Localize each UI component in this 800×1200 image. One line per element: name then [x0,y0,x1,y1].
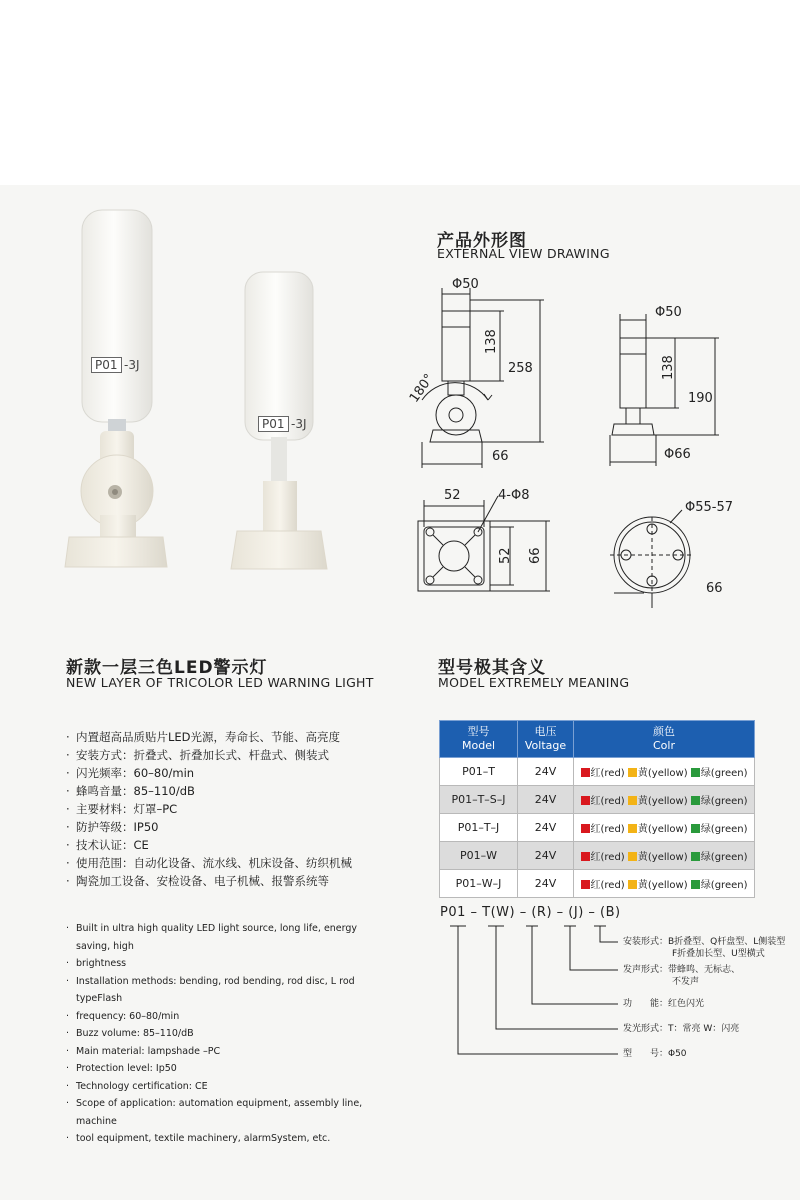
model-table [439,720,755,898]
dim-52-height: 52 [498,547,513,564]
product-title-en: NEW LAYER OF TRICOLOR LED WARNING LIGHT [66,675,374,690]
feature-cn-item: · 主要材料：灯罩–PC [66,800,396,818]
dim-phi66: Φ66 [664,447,691,462]
dim-66-a: 66 [492,449,509,464]
dim-258: 258 [508,361,533,376]
model-code-leader-lines [440,922,630,1062]
feature-en-item: · Installation methods: bending, rod bending, rod disc, L rod typeFlash [66,973,386,1008]
explain-light: 发光形式：T：常亮 W：闪亮 [623,1024,740,1034]
dim-190: 190 [688,391,713,406]
feature-cn-item: · 使用范围：自动化设备、流水线、机床设备、纺织机械 [66,854,396,872]
product-title-cn: 新款一层三色LED警示灯 [66,658,268,678]
short-model-tag: P01 [258,416,289,432]
dim-4-holes: 4-Φ8 [498,488,530,503]
features-cn-list [66,728,396,890]
dim-phi50-b: Φ50 [655,305,682,320]
feature-en-item: · frequency: 60–80/min [66,1008,386,1026]
external-view-drawing [400,270,800,615]
short-model-suffix: -3J [291,417,307,431]
feature-en-item-cont: · tool equipment, textile machinery, alarmSystem, etc. [66,1130,386,1148]
feature-cn-item: · 闪光频率：60–80/min [66,764,396,782]
feature-en-item: · Main material: lampshade –PC [66,1043,386,1061]
tall-model-suffix: -3J [124,358,140,372]
explain-install: 安装形式：B折叠型、Q杆盘型、L侧装型 [623,937,786,947]
dim-phi55-57: Φ55-57 [685,500,734,515]
feature-en-item-cont: · brightness [66,955,386,973]
table-row: P01–W–J 24V 红(red) 黄(yellow) 绿(green) [440,870,755,898]
model-code: P01 – T(W) – (R) – (J) – (B) [440,905,621,920]
header-color: 颜色 Colr [574,721,755,758]
feature-cn-item: · 蜂鸣音量：85–110/dB [66,782,396,800]
feature-cn-item-cont: · 陶瓷加工设备、安检设备、电子机械、报警系统等 [66,872,396,890]
feature-cn-item: · 内置超高品质贴片LED光源，寿命长、节能、高亮度 [66,728,396,746]
product-photo [55,195,390,605]
feature-cn-item: · 安装方式：折叠式、折叠加长式、杆盘式、侧装式 [66,746,396,764]
explain-sound-cont: 不发声 [672,977,700,987]
features-en-list [66,920,386,1148]
dim-138-b: 138 [661,355,676,380]
feature-en-item: · Buzz volume: 85–110/dB [66,1025,386,1043]
table-row: P01–T 24V 红(red) 黄(yellow) 绿(green) [440,758,755,786]
dim-phi50-a: Φ50 [452,277,479,292]
explain-install-cont: F折叠加长型、U型横式 [672,949,765,959]
tall-model-tag: P01 [91,357,122,373]
feature-cn-item: · 技术认证：CE [66,836,396,854]
drawing-title-en: EXTERNAL VIEW DRAWING [437,246,610,261]
explain-sound: 发声形式：带蜂鸣、无标志、 [623,965,741,975]
feature-cn-item: · 防护等级：IP50 [66,818,396,836]
dim-138-a: 138 [484,329,499,354]
table-row: P01–T–J 24V 红(red) 黄(yellow) 绿(green) [440,814,755,842]
explain-function: 功 能：红色闪光 [623,999,705,1009]
model-title-cn: 型号极其含义 [438,658,546,678]
drawing-title-cn: 产品外形图 [437,231,527,251]
dim-66-height: 66 [528,547,543,564]
tall-lamp-illustration [65,210,167,567]
dim-52-width: 52 [444,488,461,503]
model-title-en: MODEL EXTREMELY MEANING [438,675,630,690]
dim-66-c: 66 [706,581,723,596]
dim-180-degree: 180° [406,371,438,406]
explain-type: 型 号：Φ50 [623,1049,687,1059]
table-row: P01–W 24V 红(red) 黄(yellow) 绿(green) [440,842,755,870]
header-voltage: 电压 Voltage [518,721,574,758]
header-model: 型号 Model [440,721,518,758]
feature-en-item: · Technology certification: CE [66,1078,386,1096]
feature-en-item: · Built in ultra high quality LED light source, long life, energy saving, high [66,920,386,955]
table-row: P01–T–S–J 24V 红(red) 黄(yellow) 绿(green) [440,786,755,814]
feature-en-item: · Protection level: Ip50 [66,1060,386,1078]
feature-en-item: · Scope of application: automation equipment, assembly line, machine [66,1095,386,1130]
model-table-header [440,721,755,758]
